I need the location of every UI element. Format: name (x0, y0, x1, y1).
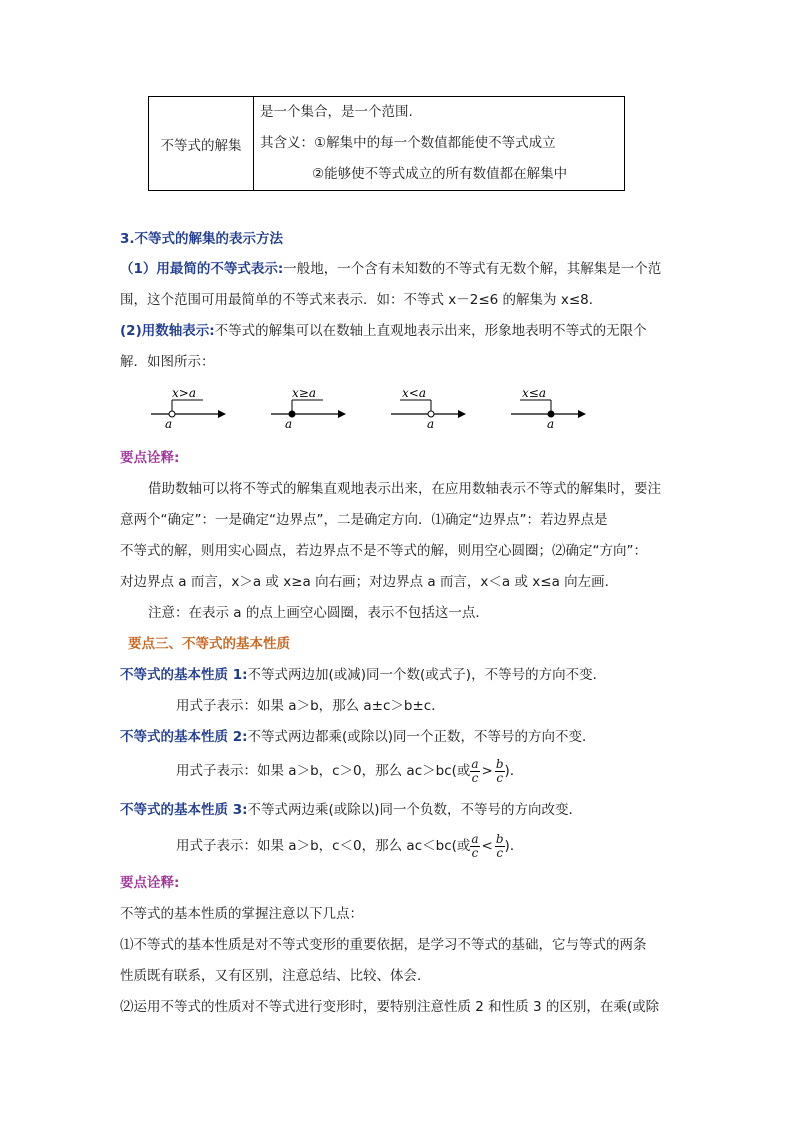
note-2-line-4: ⑵运用不等式的性质对不等式进行变形时，要特别注意性质 2 和性质 3 的区别，在乘(或除 (120, 999, 660, 1015)
note-2-line-1: 不等式的基本性质的掌握注意以下几点： (120, 906, 363, 922)
property-3 (120, 800, 582, 820)
nl3-point: a (427, 417, 435, 431)
table-right-cell (254, 97, 625, 191)
property-1 (120, 665, 606, 685)
nl4-label: x≤a (522, 386, 546, 400)
property-1-formula: 用式子表示：如果 a＞b，那么 a±c＞b±c． (176, 698, 445, 714)
nl2-label: x≥a (292, 386, 316, 400)
fraction-b-over-c: $\frac{b}{c}$ (495, 756, 504, 785)
property-1-label: 不等式的基本性质 1: (120, 667, 248, 683)
paragraph-1-cont: 围，这个范围可用最简单的不等式来表示．如：不等式 x－2≤6 的解集为 x≤8． (120, 292, 603, 308)
property-3-formula (176, 829, 523, 863)
nl2-point: a (285, 417, 293, 431)
property-2-operator: > (481, 763, 493, 779)
nl3-label: x<a (402, 386, 426, 400)
section-3-heading: 3.不等式的解集的表示方法 (120, 231, 284, 247)
property-2-text: 不等式两边都乘(或除以)同一个正数，不等号的方向不变． (247, 729, 596, 745)
table-line-3: ②能够使不等式成立的所有数值都在解集中 (312, 166, 568, 182)
paragraph-2-label: (2)用数轴表示: (120, 323, 215, 339)
paragraph-2 (120, 321, 647, 341)
table-line-1: 是一个集合，是一个范围. (260, 104, 413, 120)
note-1-line-1: 借助数轴可以将不等式的解集直观地表示出来，在应用数轴表示不等式的解集时，要注 (148, 481, 661, 497)
property-3-text: 不等式两边乘(或除以)同一个负数，不等号的方向改变． (247, 802, 583, 818)
property-2-formula-post: )． (504, 763, 524, 779)
property-1-text: 不等式两边加(或减)同一个数(或式子)，不等号的方向不变． (247, 667, 607, 683)
property-3-formula-pre: 用式子表示：如果 a＞b，c＜0，那么 ac＜bc(或 (176, 838, 471, 854)
property-3-operator: < (481, 838, 493, 854)
property-2-formula-pre: 用式子表示：如果 a＞b，c＞0，那么 ac＞bc(或 (176, 763, 471, 779)
fraction-a-over-c: $\frac{a}{c}$ (471, 756, 479, 785)
property-3-formula-post: )． (504, 838, 524, 854)
note-1-line-3: 不等式的解，则用实心圆点，若边界点不是不等式的解，则用空心圆圈；⑵确定“方向”： (120, 543, 647, 559)
paragraph-1-label: （1）用最简的不等式表示: (120, 261, 284, 277)
note-1-title: 要点诠释: (120, 450, 180, 466)
numberline-x-gt-a (148, 382, 228, 432)
property-2-label: 不等式的基本性质 2: (120, 729, 248, 745)
paragraph-1 (120, 259, 661, 279)
property-2-formula (176, 754, 523, 788)
property-2 (120, 727, 596, 747)
note-2-title: 要点诠释: (120, 875, 180, 891)
paragraph-1-text: 一般地，一个含有未知数的不等式有无数个解，其解集是一个范 (283, 261, 662, 277)
paragraph-2-cont: 解．如图所示： (120, 354, 215, 370)
numberline-x-lt-a (388, 382, 468, 432)
note-1-line-5: 注意：在表示 a 的点上画空心圆圈，表示不包括这一点． (148, 605, 489, 621)
note-2-line-3: 性质既有联系，又有区别，注意总结、比较、体会． (120, 968, 431, 984)
nl1-point: a (165, 417, 173, 431)
nl1-label: x>a (172, 386, 196, 400)
paragraph-2-text: 不等式的解集可以在数轴上直观地表示出来，形象地表明不等式的无限个 (214, 323, 647, 339)
property-3-label: 不等式的基本性质 3: (120, 802, 248, 818)
definition-table (148, 96, 625, 191)
table-line-2: 其含义：①解集中的每一个数值都能使不等式成立 (260, 135, 556, 151)
point-3-heading: 要点三、不等式的基本性质 (128, 636, 290, 652)
fraction-a-over-c: $\frac{a}{c}$ (471, 831, 479, 860)
note-2-line-2: ⑴不等式的基本性质是对不等式变形的重要依据，是学习不等式的基础，它与等式的两条 (120, 937, 647, 953)
numberline-x-ge-a (268, 382, 348, 432)
note-1-line-2: 意两个“确定”：一是确定“边界点”，二是确定方向．⑴确定“边界点”：若边界点是 (120, 512, 608, 528)
nl4-point: a (547, 417, 555, 431)
fraction-b-over-c: $\frac{b}{c}$ (495, 831, 504, 860)
numberline-x-le-a (508, 382, 588, 432)
note-1-line-4: 对边界点 a 而言，x＞a 或 x≥a 向右画；对边界点 a 而言，x＜a 或 x≤a 向左画． (120, 574, 619, 590)
table-left-label: 不等式的解集 (149, 97, 254, 191)
